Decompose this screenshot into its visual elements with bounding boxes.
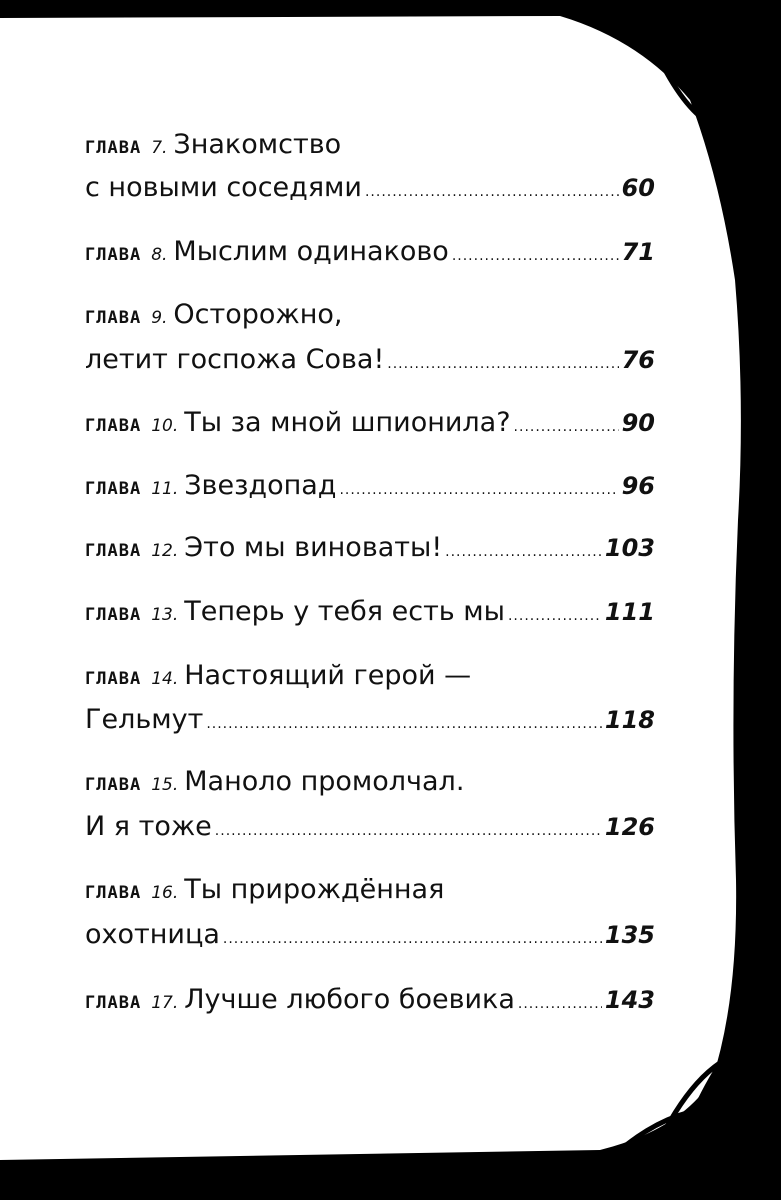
toc-line: [85, 811, 655, 851]
chapter-number: 10.: [151, 416, 179, 436]
chapter-number: 11.: [151, 479, 179, 499]
leader-dots: [514, 419, 619, 435]
toc-line: [85, 660, 655, 700]
chapter-number: 8.: [151, 245, 168, 265]
page-number[interactable]: 71: [621, 238, 655, 266]
toc-line: [85, 766, 655, 806]
page-number[interactable]: 60: [621, 174, 655, 202]
toc-line: [85, 470, 655, 510]
page-number[interactable]: 90: [621, 409, 655, 437]
chapter-title[interactable]: Настоящий герой —: [184, 660, 472, 691]
page-number[interactable]: 103: [604, 534, 655, 562]
toc-line: [85, 984, 655, 1024]
page-number[interactable]: 118: [604, 706, 655, 734]
chapter-title[interactable]: Это мы виноваты!: [184, 532, 443, 563]
chapter-title[interactable]: Знакомство: [173, 129, 342, 160]
leader-dots: [206, 716, 602, 732]
leader-dots: [387, 356, 618, 372]
toc-line: [85, 172, 655, 212]
chapter-title-continued[interactable]: летит госпожа Сова!: [85, 344, 385, 375]
chapter-title[interactable]: Осторожно,: [173, 299, 343, 330]
toc-line: [85, 299, 655, 339]
chapter-number: 13.: [151, 605, 179, 625]
toc-line: [85, 919, 655, 959]
chapter-number: 15.: [151, 775, 179, 795]
leader-dots: [365, 184, 619, 200]
chapter-number: 9.: [151, 308, 168, 328]
chapter-number: 17.: [151, 993, 179, 1013]
toc-line: [85, 596, 655, 636]
chapter-number: 12.: [151, 541, 179, 561]
chapter-label: ГЛАВА: [85, 138, 142, 158]
chapter-title[interactable]: Ты прирождённая: [184, 874, 445, 905]
leader-dots: [215, 823, 602, 839]
chapter-label: ГЛАВА: [85, 416, 142, 436]
chapter-title[interactable]: Звездопад: [184, 470, 337, 501]
page-number[interactable]: 76: [621, 346, 655, 374]
chapter-title[interactable]: Теперь у тебя есть мы: [184, 596, 505, 627]
page-number[interactable]: 126: [604, 813, 655, 841]
chapter-title[interactable]: Ты за мной шпионила?: [184, 407, 511, 438]
chapter-number: 14.: [151, 669, 179, 689]
chapter-title-continued[interactable]: с новыми соседями: [85, 172, 362, 203]
chapter-title-continued[interactable]: охотница: [85, 919, 220, 950]
leader-dots: [223, 931, 602, 947]
leader-dots: [508, 608, 602, 624]
chapter-title[interactable]: Мыслим одинаково: [173, 236, 449, 267]
chapter-title-continued[interactable]: И я тоже: [85, 811, 212, 842]
toc-line: [85, 129, 655, 169]
toc-line: [85, 532, 655, 572]
leader-dots: [445, 544, 602, 560]
chapter-number: 16.: [151, 883, 179, 903]
chapter-label: ГЛАВА: [85, 605, 142, 625]
chapter-label: ГЛАВА: [85, 479, 142, 499]
toc-line: [85, 344, 655, 384]
chapter-label: ГЛАВА: [85, 993, 142, 1013]
leader-dots: [339, 482, 618, 498]
toc-line: [85, 704, 655, 744]
chapter-number: 7.: [151, 138, 168, 158]
chapter-label: ГЛАВА: [85, 541, 142, 561]
toc-line: [85, 236, 655, 276]
chapter-title[interactable]: Маноло промолчал.: [184, 766, 465, 797]
page-number[interactable]: 111: [604, 598, 655, 626]
chapter-label: ГЛАВА: [85, 308, 142, 328]
page-number[interactable]: 96: [621, 472, 655, 500]
chapter-title-continued[interactable]: Гельмут: [85, 704, 204, 735]
chapter-label: ГЛАВА: [85, 775, 142, 795]
chapter-title[interactable]: Лучше любого боевика: [184, 984, 515, 1015]
leader-dots: [518, 996, 602, 1012]
chapter-label: ГЛАВА: [85, 245, 142, 265]
toc-line: [85, 874, 655, 914]
leader-dots: [452, 248, 619, 264]
chapter-label: ГЛАВА: [85, 883, 142, 903]
page-number[interactable]: 135: [604, 921, 655, 949]
chapter-label: ГЛАВА: [85, 669, 142, 689]
toc-line: [85, 407, 655, 447]
page-number[interactable]: 143: [604, 986, 655, 1014]
